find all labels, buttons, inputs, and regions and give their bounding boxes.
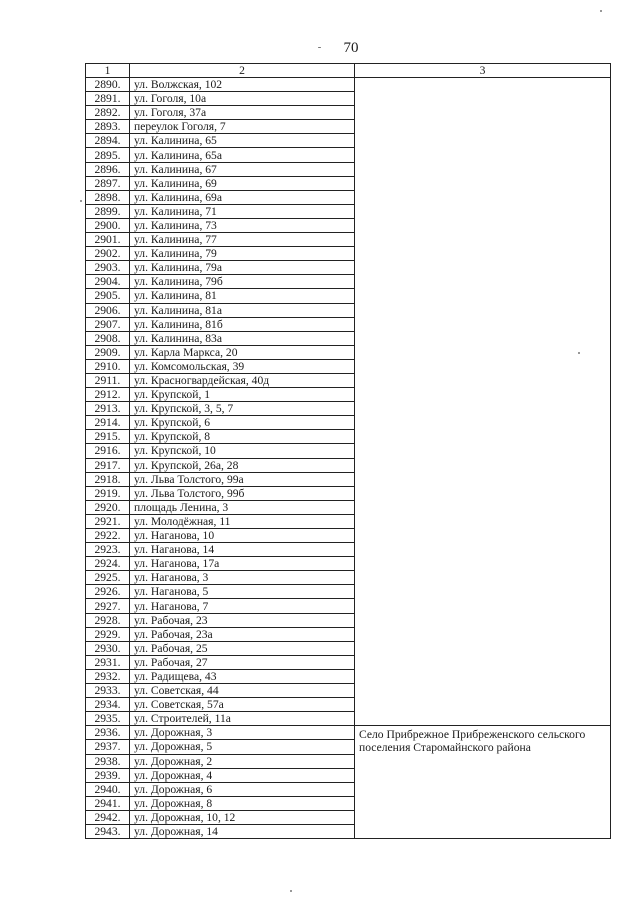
row-number: 2927.	[86, 599, 130, 613]
row-address: ул. Карла Маркса, 20	[130, 345, 355, 359]
row-address: ул. Калинина, 65а	[130, 148, 355, 162]
row-number: 2943.	[86, 824, 130, 838]
row-address: ул. Дорожная, 5	[130, 740, 355, 754]
row-number: 2930.	[86, 641, 130, 655]
row-number: 2914.	[86, 416, 130, 430]
row-number: 2942.	[86, 810, 130, 824]
row-number: 2917.	[86, 458, 130, 472]
row-number: 2929.	[86, 627, 130, 641]
table-row	[86, 726, 611, 740]
row-address: ул. Советская, 44	[130, 684, 355, 698]
row-address: ул. Наганова, 3	[130, 571, 355, 585]
row-number: 2890.	[86, 78, 130, 92]
row-address: ул. Рабочая, 23а	[130, 627, 355, 641]
row-address: ул. Калинина, 73	[130, 218, 355, 232]
row-address: ул. Калинина, 81а	[130, 303, 355, 317]
row-number: 2905.	[86, 289, 130, 303]
row-address: ул. Наганова, 17а	[130, 557, 355, 571]
row-address: ул. Крупской, 1	[130, 388, 355, 402]
row-address: ул. Молодёжная, 11	[130, 514, 355, 528]
row-number: 2915.	[86, 430, 130, 444]
notes-cell-empty	[355, 78, 611, 726]
row-number: 2901.	[86, 233, 130, 247]
row-number: 2912.	[86, 388, 130, 402]
row-address: ул. Дорожная, 3	[130, 726, 355, 740]
row-number: 2903.	[86, 261, 130, 275]
row-number: 2938.	[86, 754, 130, 768]
row-number: 2898.	[86, 190, 130, 204]
row-address: ул. Радищева, 43	[130, 669, 355, 683]
scan-speck	[290, 890, 292, 892]
row-address: ул. Крупской, 3, 5, 7	[130, 402, 355, 416]
row-number: 2906.	[86, 303, 130, 317]
row-number: 2922.	[86, 529, 130, 543]
row-number: 2919.	[86, 486, 130, 500]
row-address: ул. Рабочая, 27	[130, 655, 355, 669]
row-address: ул. Калинина, 79	[130, 247, 355, 261]
scan-speck	[318, 47, 321, 48]
row-address: ул. Калинина, 69а	[130, 190, 355, 204]
row-address: ул. Калинина, 67	[130, 162, 355, 176]
row-number: 2932.	[86, 669, 130, 683]
row-number: 2904.	[86, 275, 130, 289]
row-number: 2916.	[86, 444, 130, 458]
column-header-1: 1	[86, 64, 130, 78]
row-address: ул. Калинина, 65	[130, 134, 355, 148]
row-number: 2893.	[86, 120, 130, 134]
row-number: 2926.	[86, 585, 130, 599]
table-header-row	[86, 64, 611, 78]
row-number: 2899.	[86, 204, 130, 218]
row-number: 2913.	[86, 402, 130, 416]
row-address: ул. Наганова, 5	[130, 585, 355, 599]
row-number: 2896.	[86, 162, 130, 176]
row-address: ул. Калинина, 69	[130, 176, 355, 190]
scan-speck	[80, 200, 82, 202]
row-address: ул. Крупской, 26а, 28	[130, 458, 355, 472]
row-address: ул. Калинина, 71	[130, 204, 355, 218]
row-address: ул. Советская, 57а	[130, 698, 355, 712]
row-number: 2941.	[86, 796, 130, 810]
row-number: 2892.	[86, 106, 130, 120]
row-number: 2940.	[86, 782, 130, 796]
row-number: 2936.	[86, 726, 130, 740]
row-number: 2902.	[86, 247, 130, 261]
row-number: 2909.	[86, 345, 130, 359]
row-number: 2910.	[86, 359, 130, 373]
row-number: 2931.	[86, 655, 130, 669]
row-number: 2891.	[86, 92, 130, 106]
row-number: 2897.	[86, 176, 130, 190]
row-address: ул. Льва Толстого, 99а	[130, 472, 355, 486]
row-number: 2894.	[86, 134, 130, 148]
row-address: ул. Комсомольская, 39	[130, 359, 355, 373]
row-number: 2925.	[86, 571, 130, 585]
row-address: ул. Крупской, 8	[130, 430, 355, 444]
row-number: 2937.	[86, 740, 130, 754]
row-address: ул. Калинина, 79а	[130, 261, 355, 275]
row-number: 2920.	[86, 500, 130, 514]
row-address: ул. Калинина, 77	[130, 233, 355, 247]
row-address: ул. Красногвардейская, 40д	[130, 373, 355, 387]
row-address: ул. Дорожная, 2	[130, 754, 355, 768]
row-address: ул. Дорожная, 10, 12	[130, 810, 355, 824]
row-address: ул. Строителей, 11а	[130, 712, 355, 726]
scan-speck	[578, 352, 580, 354]
row-address: ул. Рабочая, 23	[130, 613, 355, 627]
row-address: ул. Гоголя, 37а	[130, 106, 355, 120]
column-header-3: 3	[355, 64, 611, 78]
row-address: ул. Калинина, 81б	[130, 317, 355, 331]
row-address: ул. Калинина, 81	[130, 289, 355, 303]
row-number: 2934.	[86, 698, 130, 712]
row-address: ул. Льва Толстого, 99б	[130, 486, 355, 500]
row-number: 2908.	[86, 331, 130, 345]
row-address: ул. Крупской, 6	[130, 416, 355, 430]
row-number: 2928.	[86, 613, 130, 627]
row-address: ул. Калинина, 79б	[130, 275, 355, 289]
row-address: ул. Наганова, 14	[130, 543, 355, 557]
row-number: 2939.	[86, 768, 130, 782]
column-header-2: 2	[130, 64, 355, 78]
row-address: площадь Ленина, 3	[130, 500, 355, 514]
table-row	[86, 78, 611, 92]
row-address: ул. Калинина, 83а	[130, 331, 355, 345]
row-address: ул. Дорожная, 4	[130, 768, 355, 782]
row-address: ул. Дорожная, 6	[130, 782, 355, 796]
row-address: ул. Рабочая, 25	[130, 641, 355, 655]
table-body	[86, 64, 611, 839]
row-address: переулок Гоголя, 7	[130, 120, 355, 134]
row-number: 2924.	[86, 557, 130, 571]
row-number: 2895.	[86, 148, 130, 162]
row-number: 2900.	[86, 218, 130, 232]
row-address: ул. Дорожная, 8	[130, 796, 355, 810]
row-number: 2923.	[86, 543, 130, 557]
address-registry-table	[85, 63, 611, 839]
settlement-note: Село Прибрежное Прибреженского сельского поселения Старомайнского района	[355, 726, 611, 839]
row-number: 2911.	[86, 373, 130, 387]
row-number: 2921.	[86, 514, 130, 528]
row-address: ул. Дорожная, 14	[130, 824, 355, 838]
scan-speck	[600, 10, 602, 12]
row-number: 2918.	[86, 472, 130, 486]
row-address: ул. Наганова, 10	[130, 529, 355, 543]
row-number: 2907.	[86, 317, 130, 331]
row-address: ул. Гоголя, 10а	[130, 92, 355, 106]
row-number: 2935.	[86, 712, 130, 726]
row-address: ул. Крупской, 10	[130, 444, 355, 458]
row-address: ул. Наганова, 7	[130, 599, 355, 613]
row-address: ул. Волжская, 102	[130, 78, 355, 92]
page-number: 70	[343, 40, 359, 56]
row-number: 2933.	[86, 684, 130, 698]
